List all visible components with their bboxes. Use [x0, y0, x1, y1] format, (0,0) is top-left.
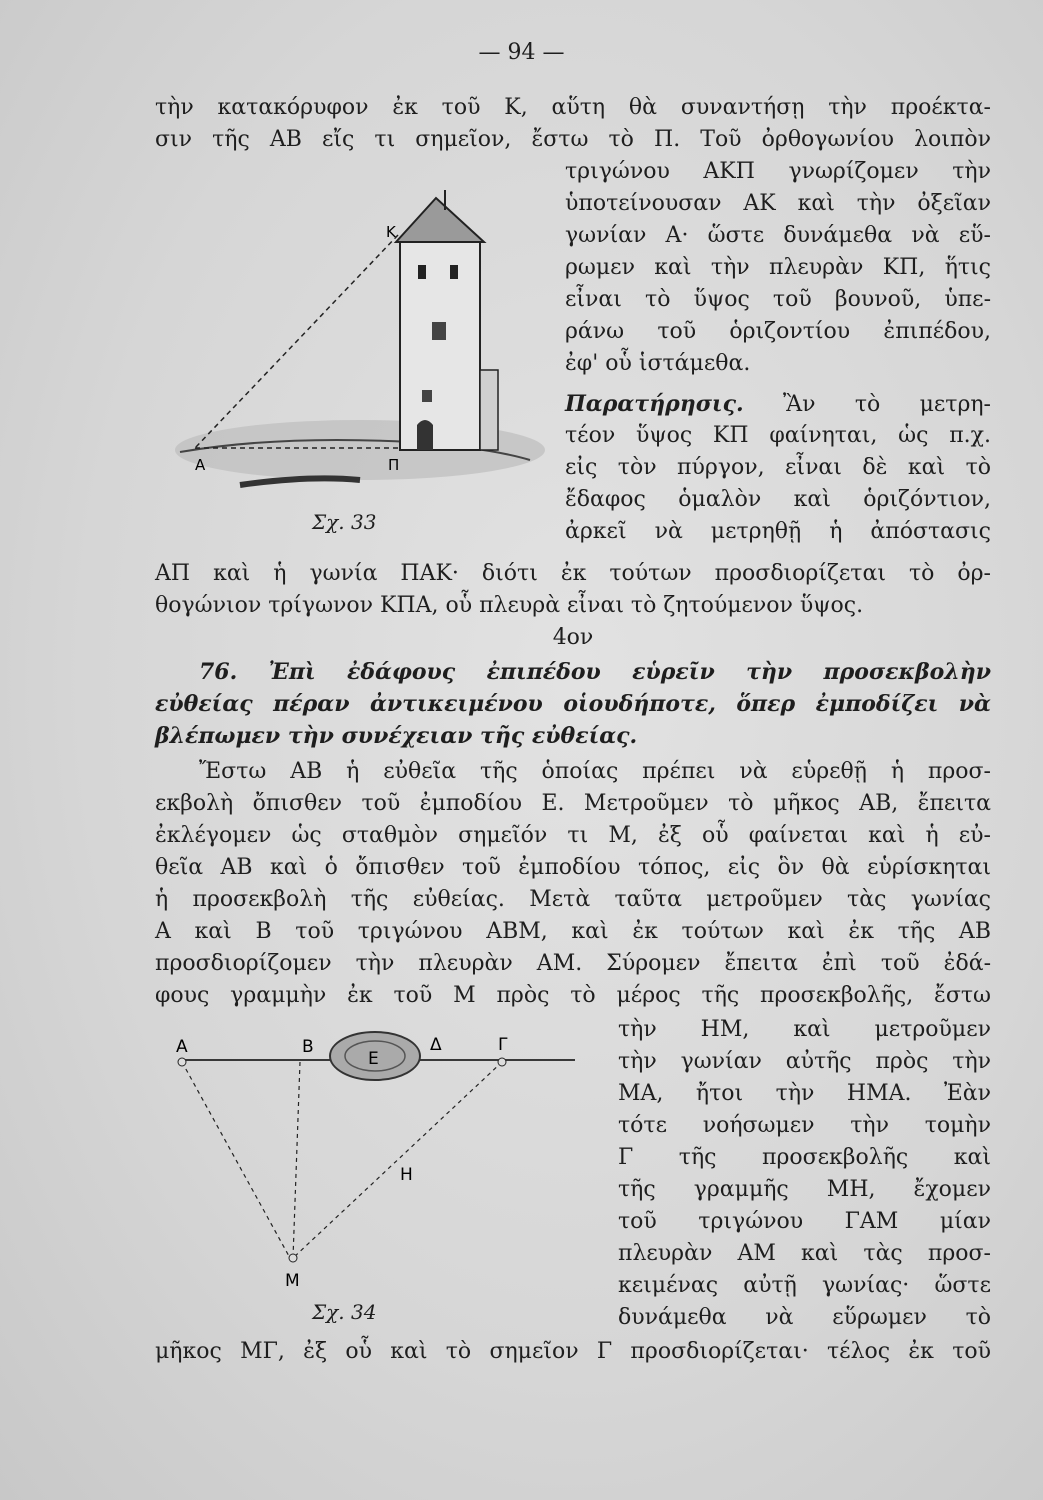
text-line: δυνάμεθα νὰ εὕρωμεν τὸ — [618, 1305, 991, 1330]
remark-text: Ἂν τὸ μετρη- — [782, 392, 991, 417]
text-line: θεῖα ΑΒ καὶ ὁ ὄπισθεν τοῦ ἐμποδίου τόπος, εἰς ὃν θὰ εὑρίσκηται — [155, 855, 991, 880]
text-line: τότε νοήσωμεν τὴν τομὴν — [618, 1113, 991, 1138]
text-line: εἶναι τὸ ὕψος τοῦ βουνοῦ, ὑπε- — [565, 287, 991, 312]
section-heading: 4ον — [552, 625, 594, 650]
text-line: ἔδαφος ὁμαλὸν καὶ ὁριζόντιον, — [565, 487, 991, 512]
text-line: τὴν κατακόρυφον ἐκ τοῦ Κ, αὕτη θὰ συναντήσῃ τὴν προέκτα- — [155, 95, 991, 120]
point-A — [178, 1058, 186, 1066]
label-A: Α — [195, 456, 206, 474]
label-K: Κ — [386, 223, 396, 241]
figure-33-caption: Σχ. 33 — [312, 510, 377, 534]
text-line: ΑΠ καὶ ἡ γωνία ΠΑΚ· διότι ἐκ τούτων προσδιορίζεται τὸ ὀρ- — [155, 561, 991, 586]
text-line: εκβολὴ ὄπισθεν τοῦ ἐμποδίου Ε. Μετροῦμεν τὸ μῆκος ΑΒ, ἔπειτα — [155, 791, 991, 816]
remark-line — [565, 388, 991, 420]
text-line: τῆς γραμμῆς ΜΗ, ἔχομεν — [618, 1177, 991, 1202]
sight-line-AK — [195, 235, 398, 448]
window — [422, 390, 432, 402]
text-line: τριγώνου ΑΚΠ γνωρίζομεν τὴν — [565, 159, 991, 184]
tower-door — [417, 420, 433, 450]
text-line: ἡ προσεκβολὴ τῆς εὐθείας. Μετὰ ταῦτα μετροῦμεν τὰς γωνίας — [155, 887, 991, 912]
problem-heading-line: βλέπωμεν τὴν συνέχειαν τῆς εὐθείας. — [155, 723, 638, 749]
text-line: προσδιορίζομεν τὴν πλευρὰν ΑΜ. Σύρομεν ἔπειτα ἐπὶ τοῦ ἐδά- — [155, 951, 991, 976]
text-line: Ἔστω ΑΒ ἡ εὐθεῖα τῆς ὁποίας πρέπει νὰ εὑρεθῇ ἡ προσ- — [199, 759, 991, 784]
text-line: τὴν ΗΜ, καὶ μετροῦμεν — [618, 1017, 991, 1042]
problem-text: Ἐπὶ ἐδάφους ἐπιπέδου εὑρεῖν τὴν προσεκβολὴν — [268, 659, 991, 685]
label-A: Α — [176, 1037, 188, 1057]
text-line: φους γραμμὴν ἐκ τοῦ Μ πρὸς τὸ μέρος τῆς προσεκβολῆς, ἔστω — [155, 983, 991, 1008]
text-line: μῆκος ΜΓ, ἐξ οὗ καὶ τὸ σημεῖον Γ προσδιορίζεται· τέλος ἐκ τοῦ — [155, 1339, 991, 1364]
window — [432, 322, 446, 340]
page-number: — 94 — — [478, 40, 565, 65]
text-line: γωνίαν Α· ὥστε δυνάμεθα νὰ εὕ- — [565, 223, 991, 248]
label-B: Β — [302, 1037, 314, 1057]
label-D: Δ — [430, 1035, 442, 1055]
text-line: πλευρὰν ΑΜ καὶ τὰς προσ- — [618, 1241, 991, 1266]
label-G: Γ — [498, 1035, 508, 1055]
tower-body — [400, 240, 480, 450]
point-G — [498, 1058, 506, 1066]
window — [418, 265, 426, 279]
figure-34-diagram — [160, 1020, 600, 1310]
text-line: σιν τῆς ΑΒ εἴς τι σημεῖον, ἔστω τὸ Π. Τοῦ ὀρθογωνίου λοιπὸν — [155, 127, 991, 152]
line-AM — [182, 1062, 290, 1258]
text-line: ἀρκεῖ νὰ μετρηθῇ ἡ ἀπόστασις — [565, 519, 991, 544]
point-M — [289, 1254, 297, 1262]
problem-number: 76. — [199, 659, 238, 685]
window — [450, 265, 458, 279]
text-line: θογώνιον τρίγωνον ΚΠΑ, οὗ πλευρὰ εἶναι τὸ ζητούμενον ὕψος. — [155, 593, 864, 618]
text-line: τὴν γωνίαν αὐτῆς πρὸς τὴν — [618, 1049, 991, 1074]
text-line: ΜΑ, ἤτοι τὴν ΗΜΑ. Ἐὰν — [618, 1081, 991, 1106]
text-line: τοῦ τριγώνου ΓΑΜ μίαν — [618, 1209, 991, 1234]
label-H: Η — [400, 1165, 413, 1185]
label-P: Π — [388, 456, 400, 474]
figure-34-caption: Σχ. 34 — [312, 1300, 377, 1324]
tower-roof — [396, 198, 484, 242]
line-GM — [293, 1062, 502, 1258]
text-line: ὑποτείνουσαν ΑΚ καὶ τὴν ὀξεῖαν — [565, 191, 991, 216]
problem-heading-line — [155, 656, 991, 688]
label-E: Ε — [368, 1049, 379, 1069]
text-line: Γ τῆς προσεκβολῆς καὶ — [618, 1145, 991, 1170]
tower-annex — [480, 370, 498, 450]
text-line: ράνω τοῦ ὁριζοντίου ἐπιπέδου, — [565, 319, 991, 344]
line-BM — [293, 1062, 300, 1258]
text-line: ἐφ' οὗ ἱστάμεθα. — [565, 351, 751, 376]
figure-33-tower — [160, 180, 550, 510]
label-M: Μ — [285, 1271, 300, 1291]
text-line: τέον ὕψος ΚΠ φαίνηται, ὡς π.χ. — [565, 423, 991, 448]
text-line: ἐκλέγομεν ὡς σταθμὸν σημεῖόν τι Μ, ἐξ οὗ φαίνεται καὶ ἡ εὐ- — [155, 823, 991, 848]
text-line: εἰς τὸν πύργον, εἶναι δὲ καὶ τὸ — [565, 455, 991, 480]
text-line: ρωμεν καὶ τὴν πλευρὰν ΚΠ, ἥτις — [565, 255, 991, 280]
problem-heading-line: εὐθείας πέραν ἀντικειμένου οἱουδήποτε, ὅπερ ἐμποδίζει νὰ — [155, 691, 991, 717]
remark-title: Παρατήρησις. — [565, 391, 744, 417]
text-line: κειμένας αὐτῇ γωνίας· ὥστε — [618, 1273, 991, 1298]
ground-hatch — [240, 478, 360, 485]
text-line: Α καὶ Β τοῦ τριγώνου ΑΒΜ, καὶ ἐκ τούτων καὶ ἐκ τῆς ΑΒ — [155, 919, 991, 944]
